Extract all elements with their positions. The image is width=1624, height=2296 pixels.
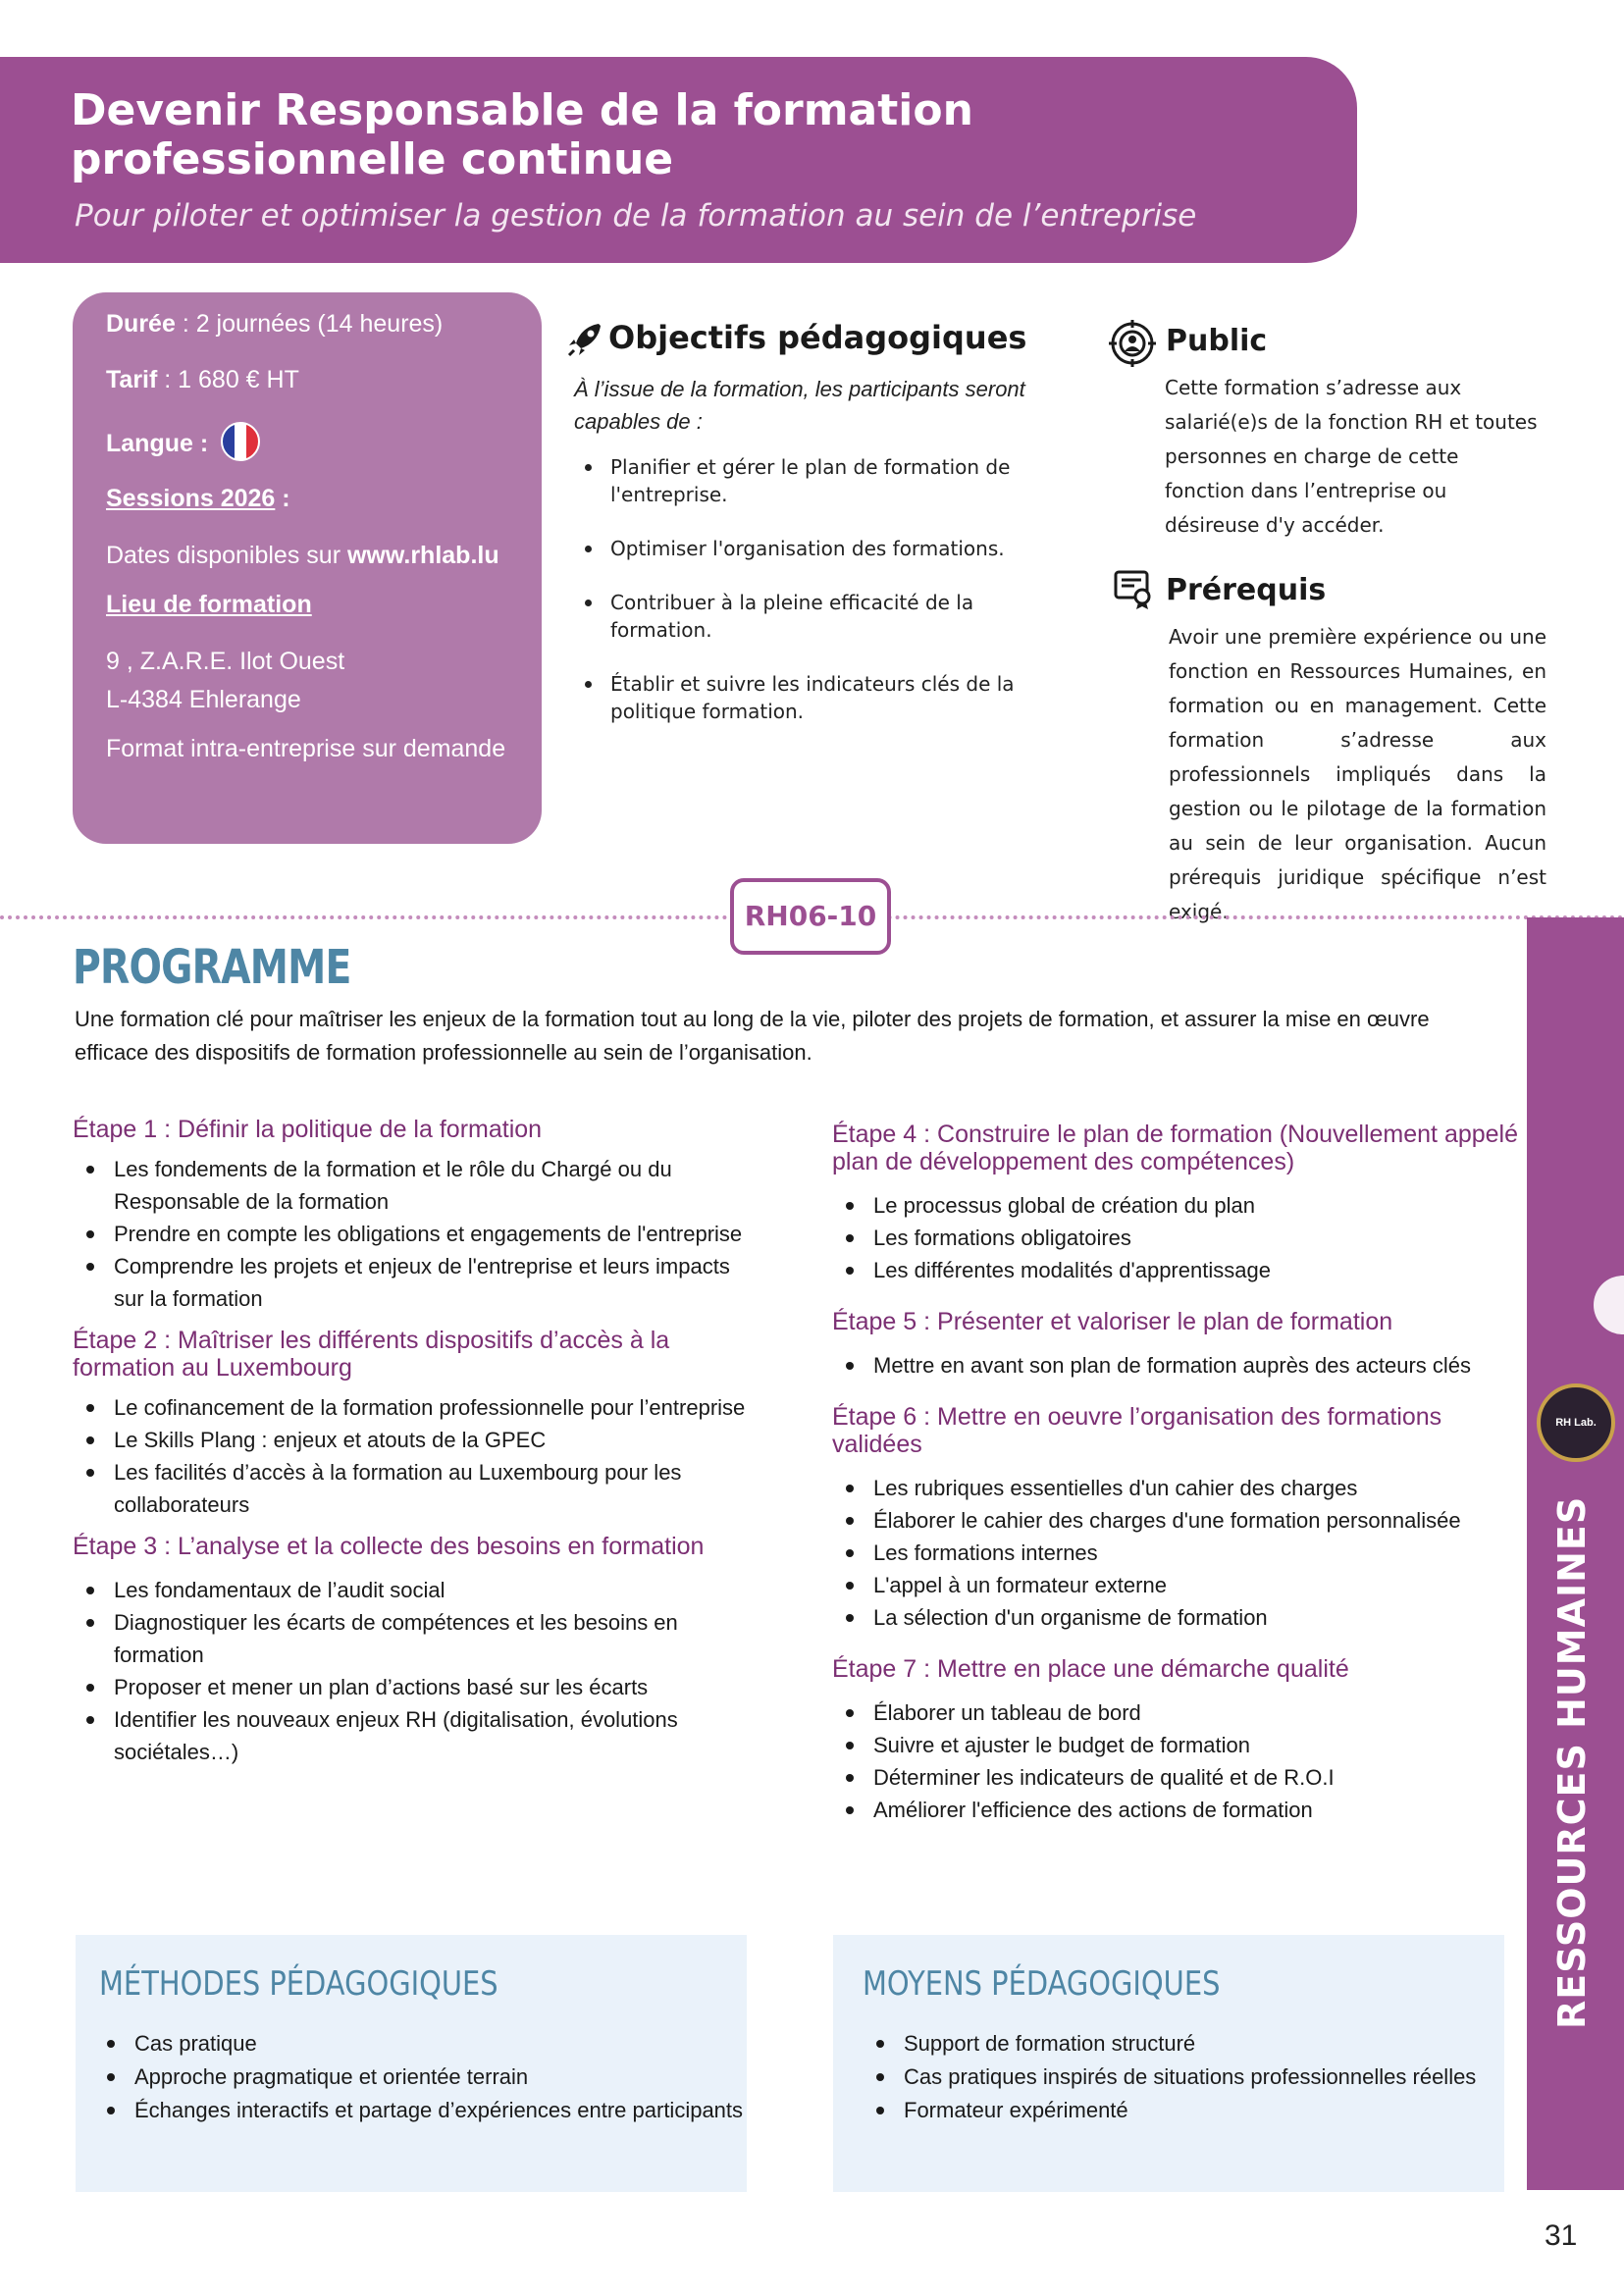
public-text: Cette formation s’adresse aux salarié(e)s de la fonction RH et toutes personnes en charge de cette fonction dans l’entreprise ou désireuse d'y accéder. bbox=[1165, 376, 1538, 537]
etape-title: Étape 5 : Présenter et valoriser le plan de formation bbox=[832, 1308, 1393, 1335]
list-item: Les fondements de la formation et le rôle du Chargé ou du Responsable de la formation bbox=[73, 1153, 760, 1218]
list-item: Diagnostiquer les écarts de compétences et les besoins en formation bbox=[73, 1606, 760, 1671]
info-card bbox=[73, 292, 542, 844]
etape-list bbox=[73, 1574, 760, 1768]
duree-value: : 2 journées (14 heures) bbox=[175, 310, 444, 338]
langue-label: Langue : bbox=[106, 430, 209, 457]
moyens-list bbox=[868, 2027, 1476, 2127]
target-icon bbox=[1109, 320, 1156, 367]
list-item: Cas pratiques inspirés de situations professionnelles réelles bbox=[868, 2061, 1476, 2094]
list-item: Déterminer les indicateurs de qualité et de R.O.I bbox=[832, 1761, 1519, 1794]
list-item: Les différentes modalités d'apprentissage bbox=[832, 1254, 1519, 1286]
etape-list bbox=[73, 1153, 760, 1315]
address-line2: L-4384 Ehlerange bbox=[106, 686, 301, 713]
list-item: Le processus global de création du plan bbox=[832, 1189, 1519, 1222]
list-item: Optimiser l'organisation des formations. bbox=[581, 535, 1022, 562]
rhlab-logo: RH Lab. bbox=[1537, 1383, 1615, 1462]
sessions-colon: : bbox=[275, 485, 290, 512]
methodes-box bbox=[76, 1935, 747, 2192]
list-item: Approche pragmatique et orientée terrain bbox=[99, 2061, 743, 2094]
lieu-row bbox=[106, 591, 312, 619]
list-item: Les rubriques essentielles d'un cahier des charges bbox=[832, 1472, 1519, 1504]
sessions-row bbox=[106, 485, 290, 513]
list-item: Identifier les nouveaux enjeux RH (digitalisation, évolutions sociétales…) bbox=[73, 1703, 760, 1768]
list-item: Cas pratique bbox=[99, 2027, 743, 2061]
programme-title: PROGRAMME bbox=[73, 940, 351, 995]
format-text: Format intra-entreprise sur demande bbox=[106, 735, 506, 762]
moyens-box bbox=[833, 1935, 1504, 2192]
page-subtitle: Pour piloter et optimiser la gestion de la formation au sein de l’entreprise bbox=[75, 198, 1197, 234]
etape-title: Étape 4 : Construire le plan de formation (Nouvellement appelé plan de développement des compétences) bbox=[832, 1121, 1519, 1175]
rocket-icon bbox=[565, 320, 604, 359]
header-banner bbox=[0, 57, 1357, 263]
list-item: Les fondamentaux de l’audit social bbox=[73, 1574, 760, 1606]
list-item: L'appel à un formateur externe bbox=[832, 1569, 1519, 1601]
list-item: Planifier et gérer le plan de formation de l'entreprise. bbox=[581, 453, 1022, 508]
etape-list bbox=[832, 1189, 1519, 1286]
list-item: Le cofinancement de la formation professionnelle pour l’entreprise bbox=[73, 1391, 760, 1424]
tarif-row bbox=[106, 366, 299, 394]
tarif-value: : 1 680 € HT bbox=[157, 366, 299, 393]
public-title: Public bbox=[1166, 324, 1268, 358]
etape-title: Étape 7 : Mettre en place une démarche qualité bbox=[832, 1655, 1349, 1683]
etape-title: Étape 6 : Mettre en oeuvre l’organisation des formations validées bbox=[832, 1403, 1442, 1458]
prerequis-text: Avoir une première expérience ou une fonction en Ressources Humaines, en formation ou en management. Cette formation s’adresse aux professionnels impliqués dans la gestion ou le pilotage de la formation au sein de leur organisation. Aucun prérequis juridique spécifique n’est exigé. bbox=[1169, 625, 1546, 923]
sessions-label: Sessions 2026 bbox=[106, 485, 276, 512]
list-item: Établir et suivre les indicateurs clés de la politique formation. bbox=[581, 670, 1022, 725]
list-item: Le Skills Plang : enjeux et atouts de la GPEC bbox=[73, 1424, 760, 1456]
dates-row bbox=[106, 542, 499, 570]
list-item: Support de formation structuré bbox=[868, 2027, 1476, 2061]
french-flag-icon bbox=[221, 422, 260, 461]
methodes-list bbox=[99, 2027, 743, 2127]
list-item: Formateur expérimenté bbox=[868, 2094, 1476, 2127]
objectifs-title: Objectifs pédagogiques bbox=[608, 319, 1027, 356]
list-item: Les formations obligatoires bbox=[832, 1222, 1519, 1254]
etape-list bbox=[832, 1472, 1519, 1634]
lieu-label: Lieu de formation bbox=[106, 591, 312, 618]
programme-right-column bbox=[832, 1121, 1519, 1838]
langue-row bbox=[106, 422, 260, 461]
list-item: Proposer et mener un plan d’actions basé sur les écarts bbox=[73, 1671, 760, 1703]
methodes-title: MÉTHODES PÉDAGOGIQUES bbox=[99, 1964, 498, 2004]
duree-label: Durée bbox=[106, 310, 176, 338]
list-item: Les formations internes bbox=[832, 1537, 1519, 1569]
duree-row bbox=[106, 310, 443, 339]
list-item: Élaborer le cahier des charges d'une formation personnalisée bbox=[832, 1504, 1519, 1537]
list-item: Comprendre les projets et enjeux de l'entreprise et leurs impacts sur la formation bbox=[73, 1250, 760, 1315]
list-item: Mettre en avant son plan de formation auprès des acteurs clés bbox=[832, 1349, 1519, 1382]
list-item: Suivre et ajuster le budget de formation bbox=[832, 1729, 1519, 1761]
dates-prefix: Dates disponibles sur bbox=[106, 542, 347, 569]
tarif-label: Tarif bbox=[106, 366, 158, 393]
etape-title: Étape 2 : Maîtriser les différents dispositifs d’accès à la formation au Luxembourg bbox=[73, 1327, 670, 1382]
address-line1: 9 , Z.A.R.E. Ilot Ouest bbox=[106, 648, 345, 675]
prerequis-title: Prérequis bbox=[1166, 573, 1327, 607]
etape-list bbox=[73, 1391, 760, 1521]
page-number: 31 bbox=[1545, 2219, 1578, 2252]
programme-intro: Une formation clé pour maîtriser les enjeux de la formation tout au long de la vie, piloter des projets de formation, et assurer la mise en œuvre efficace des dispositifs de formation professionnelle au sein de l’organisation. bbox=[75, 1007, 1430, 1065]
dates-site-link[interactable]: www.rhlab.lu bbox=[346, 542, 499, 569]
course-code-badge: RH06-10 bbox=[730, 878, 891, 955]
etape-list bbox=[832, 1696, 1519, 1826]
etape-title: Étape 1 : Définir la politique de la formation bbox=[73, 1116, 543, 1143]
list-item: Contribuer à la pleine efficacité de la formation. bbox=[581, 589, 1022, 644]
objectifs-intro: À l’issue de la formation, les participants seront capables de : bbox=[574, 377, 1025, 434]
programme-left-column bbox=[73, 1116, 760, 1780]
list-item: Améliorer l'efficience des actions de formation bbox=[832, 1794, 1519, 1826]
etape-list bbox=[832, 1349, 1519, 1382]
etape-title: Étape 3 : L’analyse et la collecte des besoins en formation bbox=[73, 1533, 705, 1560]
list-item: Échanges interactifs et partage d’expériences entre participants bbox=[99, 2094, 743, 2127]
moyens-title: MOYENS PÉDAGOGIQUES bbox=[863, 1964, 1221, 2004]
list-item: Prendre en compte les obligations et engagements de l'entreprise bbox=[73, 1218, 760, 1250]
page-title: Devenir Responsable de la formation professionnelle continue bbox=[71, 85, 973, 184]
objectifs-list bbox=[581, 453, 1022, 752]
side-category-label: RESSOURCES HUMAINES bbox=[1550, 1495, 1594, 2029]
certificate-icon bbox=[1113, 569, 1154, 610]
list-item: Les facilités d’accès à la formation au Luxembourg pour les collaborateurs bbox=[73, 1456, 760, 1521]
list-item: Élaborer un tableau de bord bbox=[832, 1696, 1519, 1729]
list-item: La sélection d'un organisme de formation bbox=[832, 1601, 1519, 1634]
